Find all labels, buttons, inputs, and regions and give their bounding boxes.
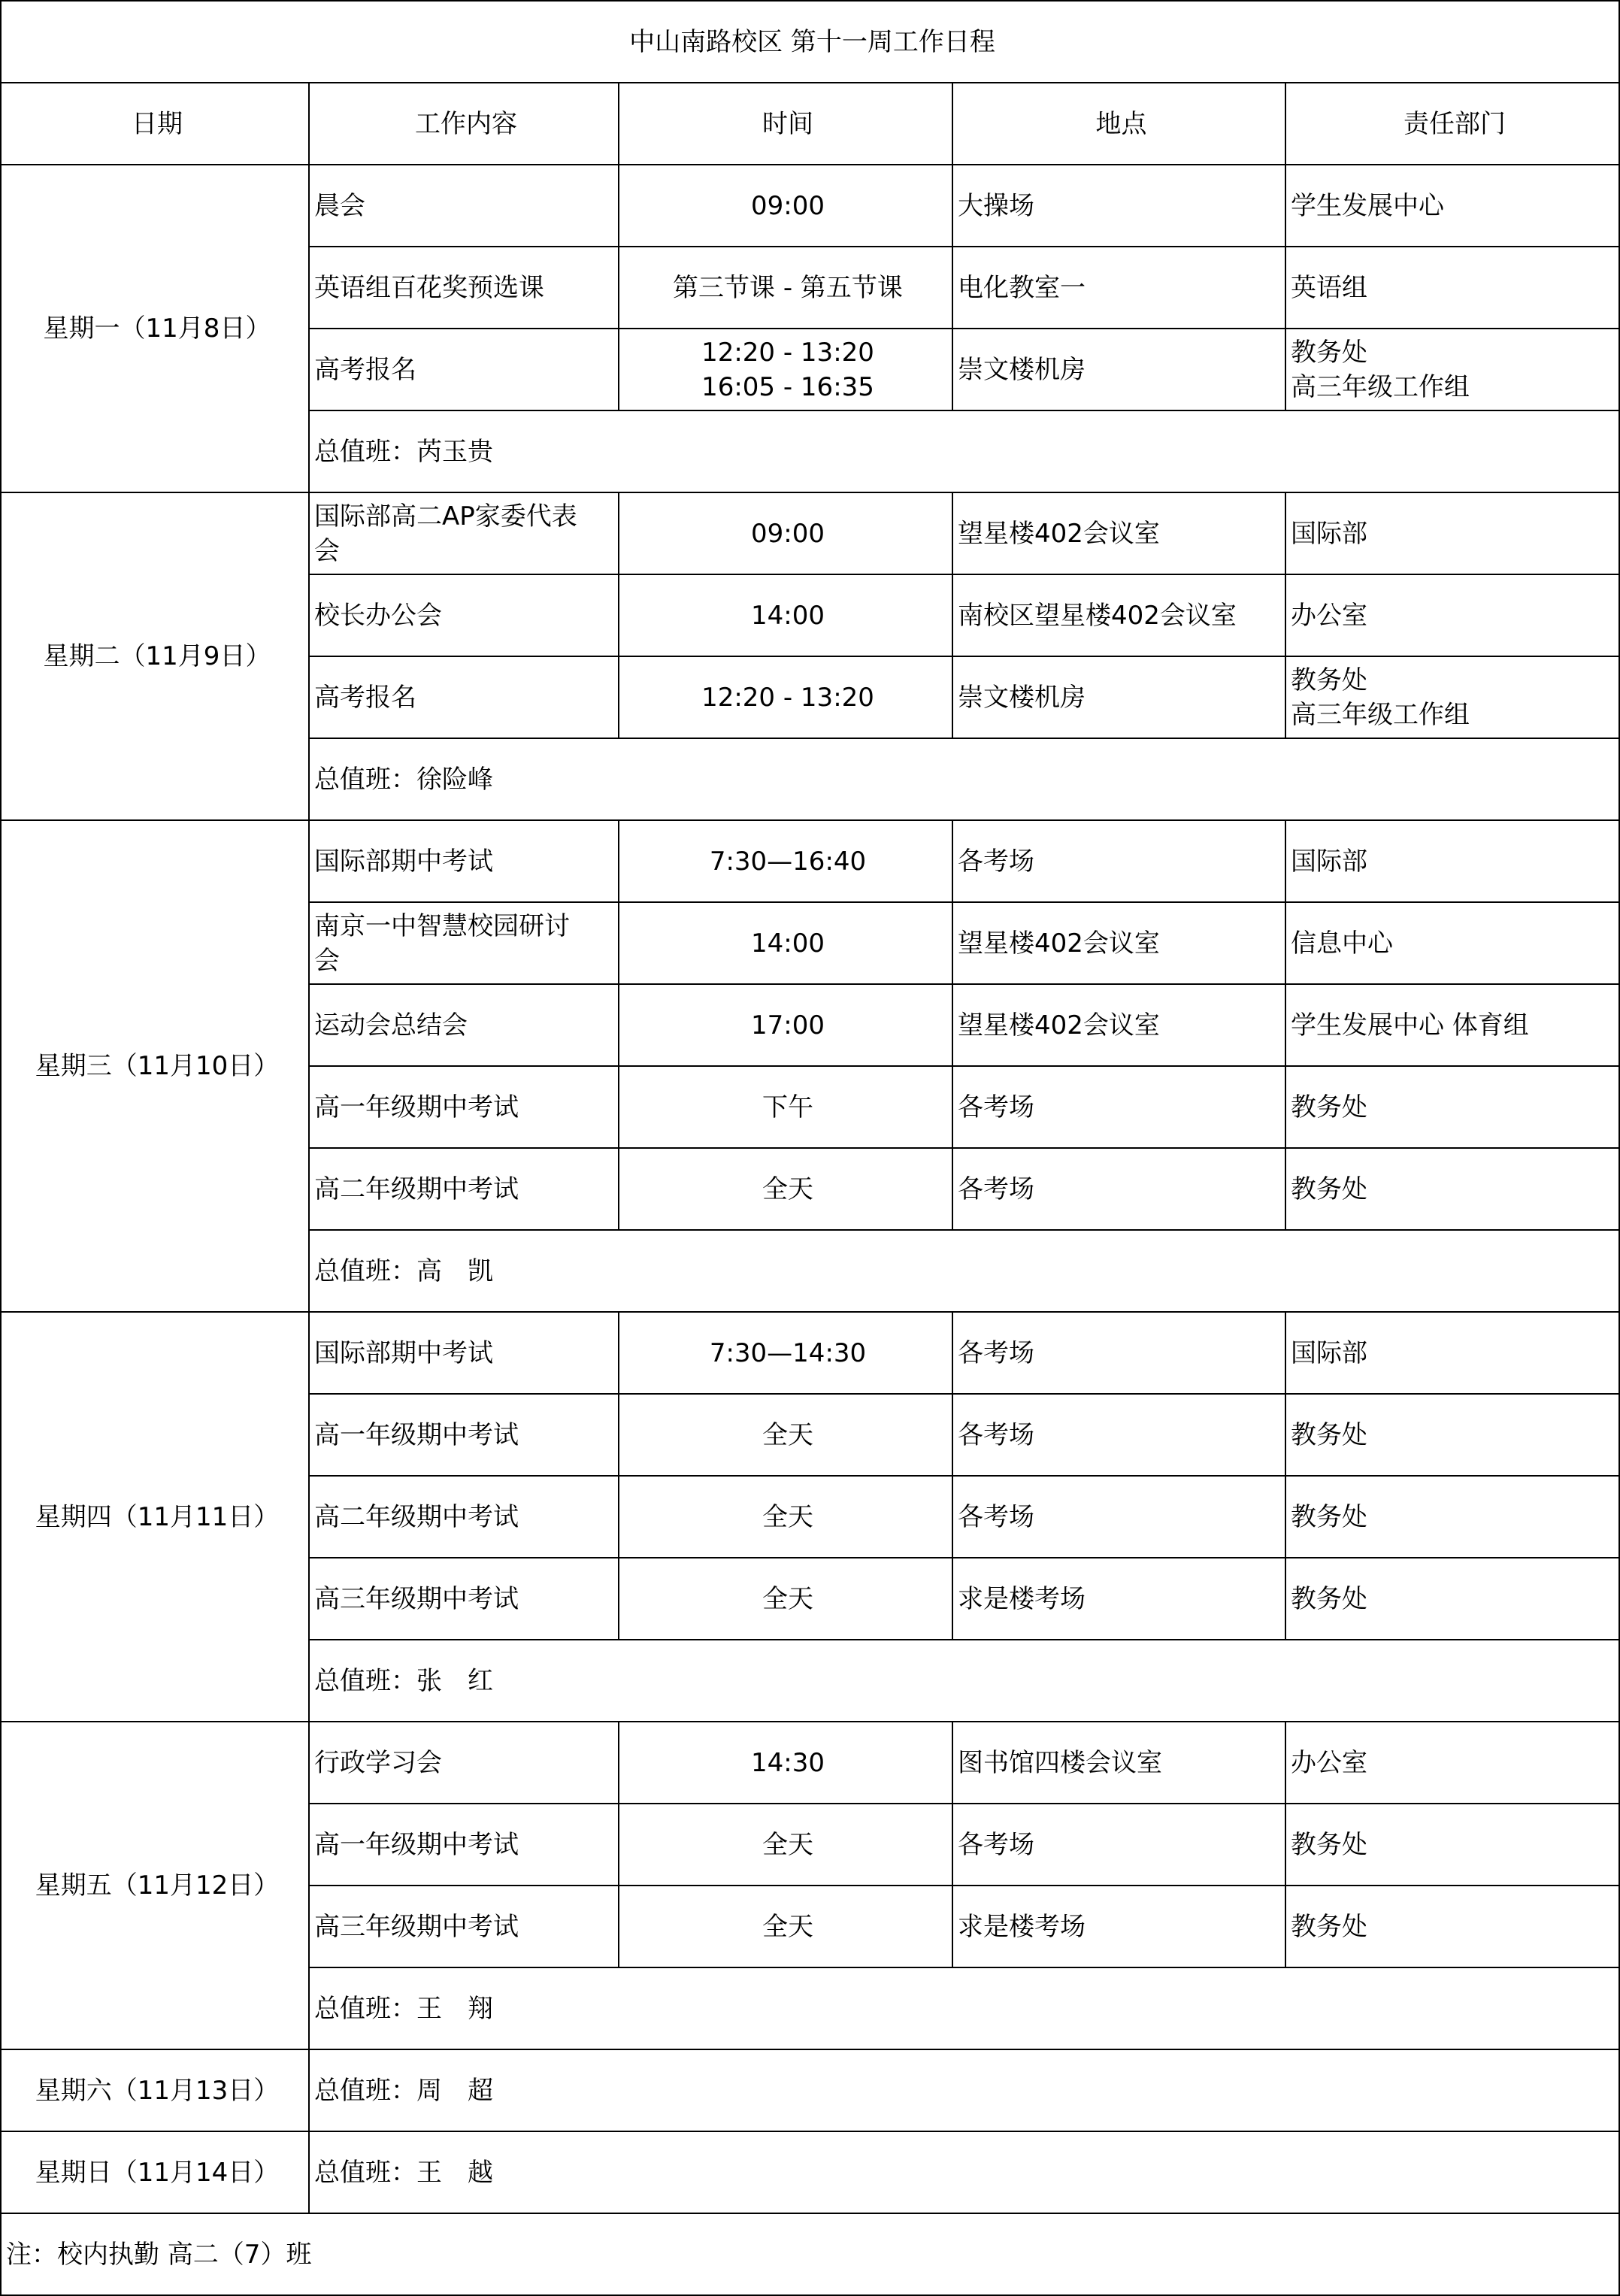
table-row: [1, 1722, 1619, 1804]
duty-cell: 总值班：张 红: [309, 1640, 1619, 1722]
time-cell: 全天: [619, 1394, 952, 1476]
table-row: [1, 492, 1619, 574]
time-cell: 7:30—16:40: [619, 820, 952, 902]
content-cell: 高二年级期中考试: [309, 1148, 619, 1230]
content-cell: 高一年级期中考试: [309, 1066, 619, 1148]
duty-cell: 总值班：王 越: [309, 2131, 1619, 2213]
dept-cell-line: 教务处: [1291, 665, 1367, 695]
header-time: 时间: [619, 83, 952, 165]
dept-cell: 教务处: [1285, 1886, 1619, 1967]
time-cell: 12:20 - 13:20: [619, 656, 952, 738]
content-cell: 高三年级期中考试: [309, 1558, 619, 1640]
place-cell: 求是楼考场: [952, 1886, 1285, 1967]
place-cell: 各考场: [952, 1804, 1285, 1886]
time-cell: 第三节课 - 第五节课: [619, 247, 952, 329]
day-cell: 星期二（11月9日）: [1, 492, 309, 820]
content-cell-line: 南京一中智慧校园研讨: [314, 910, 570, 941]
dept-cell: 教务处: [1285, 1148, 1619, 1230]
content-cell: 高三年级期中考试: [309, 1886, 619, 1967]
time-cell: 7:30—14:30: [619, 1312, 952, 1394]
dept-cell-line: 高三年级工作组: [1291, 699, 1470, 730]
time-cell: [619, 329, 952, 410]
content-cell: 英语组百花奖预选课: [309, 247, 619, 329]
content-cell: [309, 492, 619, 574]
content-cell-line: 会: [314, 535, 340, 566]
day-cell: 星期五（11月12日）: [1, 1722, 309, 2049]
header-row: [1, 83, 1619, 165]
time-cell: 09:00: [619, 165, 952, 247]
content-cell: 国际部期中考试: [309, 820, 619, 902]
time-cell: 全天: [619, 1558, 952, 1640]
day-cell: 星期四（11月11日）: [1, 1312, 309, 1722]
dept-cell: 英语组: [1285, 247, 1619, 329]
place-cell: 各考场: [952, 1394, 1285, 1476]
time-cell-line: 12:20 - 13:20: [701, 337, 874, 368]
note-row: [1, 2213, 1619, 2295]
table-row: [1, 1312, 1619, 1394]
time-cell: 14:00: [619, 902, 952, 984]
dept-cell: 学生发展中心: [1285, 165, 1619, 247]
time-cell: 14:30: [619, 1722, 952, 1804]
time-cell: 下午: [619, 1066, 952, 1148]
time-cell-line: 16:05 - 16:35: [701, 371, 874, 402]
place-cell: 求是楼考场: [952, 1558, 1285, 1640]
time-cell: 全天: [619, 1148, 952, 1230]
header-place: 地点: [952, 83, 1285, 165]
header-date: 日期: [1, 83, 309, 165]
dept-cell: [1285, 329, 1619, 410]
content-cell-line: 会: [314, 945, 340, 976]
time-cell: 14:00: [619, 574, 952, 656]
content-cell: [309, 902, 619, 984]
content-cell: 高二年级期中考试: [309, 1476, 619, 1558]
place-cell: 望星楼402会议室: [952, 984, 1285, 1066]
dept-cell: 教务处: [1285, 1066, 1619, 1148]
duty-cell: 总值班：王 翔: [309, 1967, 1619, 2049]
content-cell: 行政学习会: [309, 1722, 619, 1804]
dept-cell: 国际部: [1285, 820, 1619, 902]
time-cell: 全天: [619, 1804, 952, 1886]
place-cell: 图书馆四楼会议室: [952, 1722, 1285, 1804]
place-cell: 大操场: [952, 165, 1285, 247]
place-cell: 各考场: [952, 1148, 1285, 1230]
dept-cell: 办公室: [1285, 574, 1619, 656]
time-cell: 全天: [619, 1476, 952, 1558]
dept-cell: 教务处: [1285, 1558, 1619, 1640]
content-cell: 国际部期中考试: [309, 1312, 619, 1394]
duty-cell: 总值班：徐险峰: [309, 738, 1619, 820]
content-cell-line: 国际部高二AP家委代表: [314, 501, 577, 532]
dept-cell: 教务处: [1285, 1394, 1619, 1476]
header-content: 工作内容: [309, 83, 619, 165]
place-cell: 望星楼402会议室: [952, 902, 1285, 984]
day-cell: 星期六（11月13日）: [1, 2049, 309, 2131]
content-cell: 高一年级期中考试: [309, 1394, 619, 1476]
day-cell: 星期三（11月10日）: [1, 820, 309, 1312]
day-cell: 星期日（11月14日）: [1, 2131, 309, 2213]
dept-cell: 教务处: [1285, 1804, 1619, 1886]
dept-cell: 信息中心: [1285, 902, 1619, 984]
dept-cell-line: 教务处: [1291, 337, 1367, 368]
table-row: [1, 165, 1619, 247]
dept-cell: 学生发展中心 体育组: [1285, 984, 1619, 1066]
content-cell: 高考报名: [309, 656, 619, 738]
place-cell: 崇文楼机房: [952, 656, 1285, 738]
weekend-row: [1, 2131, 1619, 2213]
table-row: [1, 820, 1619, 902]
note-cell: 注：校内执勤 高二（7）班: [1, 2213, 1619, 2295]
dept-cell: 教务处: [1285, 1476, 1619, 1558]
dept-cell: [1285, 656, 1619, 738]
duty-cell: 总值班：芮玉贵: [309, 410, 1619, 492]
content-cell: 高考报名: [309, 329, 619, 410]
dept-cell-line: 高三年级工作组: [1291, 371, 1470, 402]
dept-cell: 国际部: [1285, 492, 1619, 574]
time-cell: 全天: [619, 1886, 952, 1967]
content-cell: 高一年级期中考试: [309, 1804, 619, 1886]
place-cell: 各考场: [952, 1066, 1285, 1148]
page-title: 中山南路校区 第十一周工作日程: [1, 1, 1619, 83]
place-cell: 南校区望星楼402会议室: [952, 574, 1285, 656]
place-cell: 各考场: [952, 1476, 1285, 1558]
day-cell: 星期一（11月8日）: [1, 165, 309, 492]
place-cell: 各考场: [952, 1312, 1285, 1394]
duty-cell: 总值班：高 凯: [309, 1230, 1619, 1312]
place-cell: 望星楼402会议室: [952, 492, 1285, 574]
place-cell: 崇文楼机房: [952, 329, 1285, 410]
schedule-body: [1, 1, 1619, 2295]
dept-cell: 国际部: [1285, 1312, 1619, 1394]
time-cell: 17:00: [619, 984, 952, 1066]
weekend-row: [1, 2049, 1619, 2131]
dept-cell: 办公室: [1285, 1722, 1619, 1804]
content-cell: 晨会: [309, 165, 619, 247]
content-cell: 运动会总结会: [309, 984, 619, 1066]
title-row: [1, 1, 1619, 83]
time-cell: 09:00: [619, 492, 952, 574]
place-cell: 电化教室一: [952, 247, 1285, 329]
place-cell: 各考场: [952, 820, 1285, 902]
content-cell: 校长办公会: [309, 574, 619, 656]
header-dept: 责任部门: [1285, 83, 1619, 165]
duty-cell: 总值班：周 超: [309, 2049, 1619, 2131]
